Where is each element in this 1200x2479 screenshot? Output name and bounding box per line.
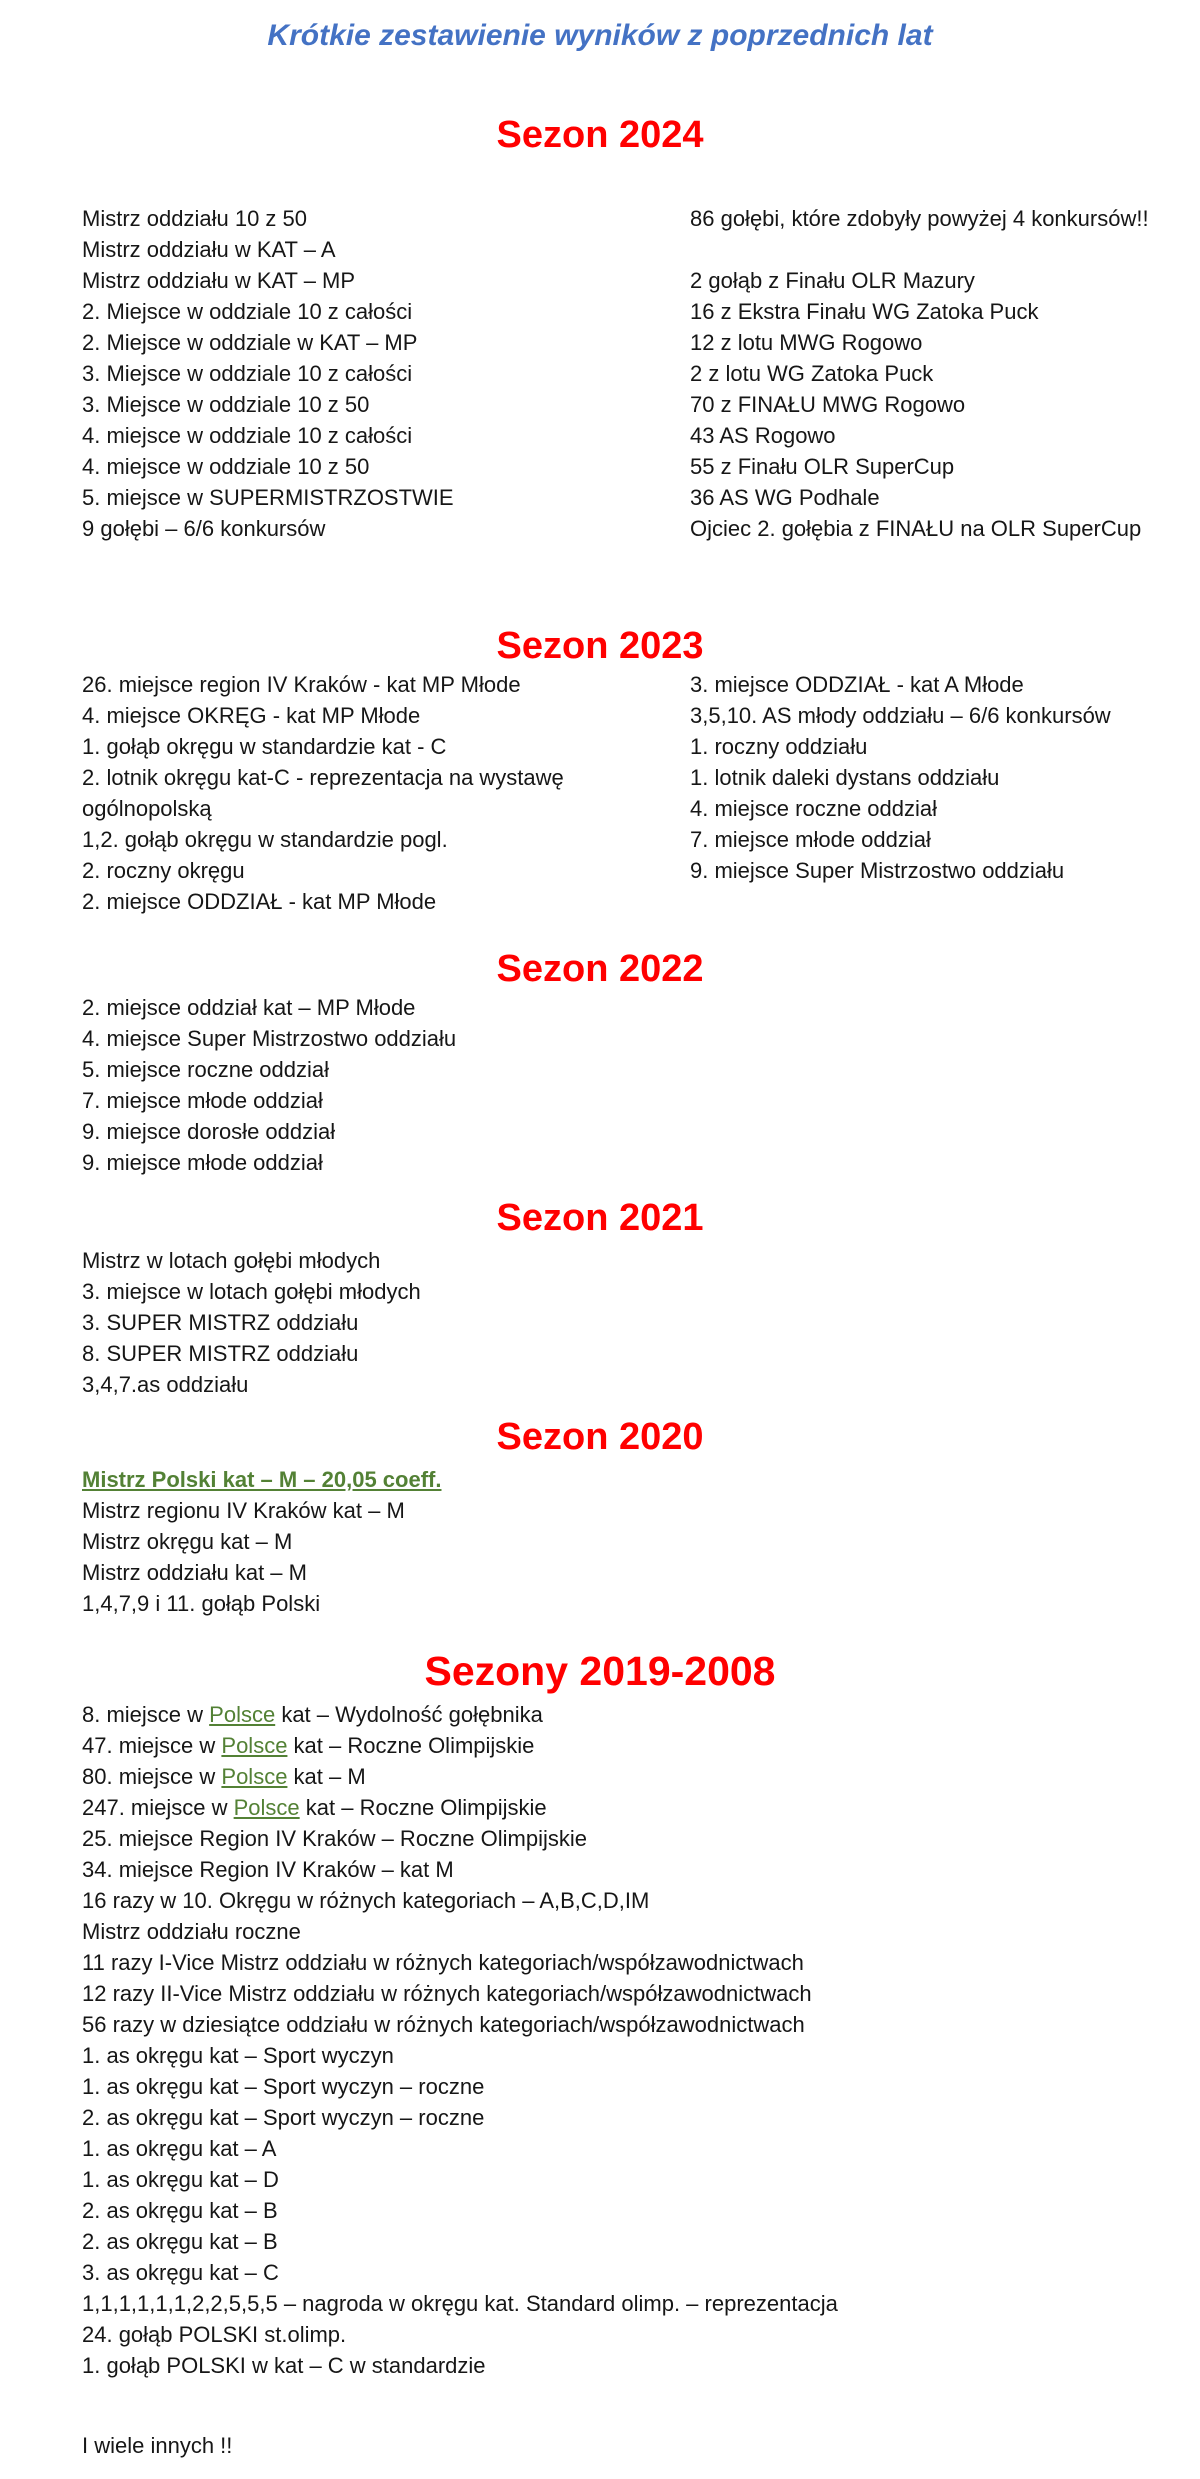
section-sezony-2019-2008 — [82, 1645, 1200, 2381]
result-line: 12 razy II-Vice Mistrz oddziału w różnych kategoriach/współzawodnictwach — [82, 1981, 812, 2006]
text-run: kat – Wydolność gołębnika — [275, 1702, 543, 1727]
result-list — [82, 669, 690, 917]
result-line: 9. miejsce Super Mistrzostwo oddziału — [690, 858, 1065, 883]
polsce-link[interactable]: Polsce — [221, 1733, 288, 1758]
result-line: Mistrz oddziału 10 z 50 — [82, 206, 307, 231]
result-line: 34. miejsce Region IV Kraków – kat M — [82, 1857, 454, 1882]
result-line: 1. gołąb okręgu w standardzie kat - C — [82, 734, 447, 759]
result-line: 5. miejsce w SUPERMISTRZOSTWIE — [82, 485, 454, 510]
result-line: 3,5,10. AS młody oddziału – 6/6 konkursów — [690, 703, 1111, 728]
result-line: 43 AS Rogowo — [690, 423, 836, 448]
two-column-results — [82, 669, 1200, 917]
result-line: 1. gołąb POLSKI w kat – C w standardzie — [82, 2353, 486, 2378]
result-line: Mistrz w lotach gołębi młodych — [82, 1248, 381, 1273]
result-line: 4. miejsce roczne oddział — [690, 796, 938, 821]
polsce-link[interactable]: Polsce — [209, 1702, 276, 1727]
result-line: 3. Miejsce w oddziale 10 z całości — [82, 361, 413, 386]
result-list — [82, 1464, 1200, 1619]
result-line: 36 AS WG Podhale — [690, 485, 880, 510]
result-line: 2. Miejsce w oddziale w KAT – MP — [82, 330, 418, 355]
result-list — [690, 669, 1200, 886]
result-line: 8. SUPER MISTRZ oddziału — [82, 1341, 359, 1366]
result-line: 3. miejsce w lotach gołębi młodych — [82, 1279, 421, 1304]
result-line: 3. miejsce ODDZIAŁ - kat A Młode — [690, 672, 1024, 697]
two-column-results — [82, 203, 1200, 544]
result-line: 3,4,7.as oddziału — [82, 1372, 249, 1397]
result-list — [690, 203, 1200, 544]
result-line: 1. as okręgu kat – Sport wyczyn – roczne — [82, 2074, 485, 2099]
result-line: 2. as okręgu kat – Sport wyczyn – roczne — [82, 2105, 485, 2130]
result-line: 1. lotnik daleki dystans oddziału — [690, 765, 1000, 790]
result-line: 7. miejsce młode oddział — [82, 1088, 323, 1113]
text-run: kat – Roczne Olimpijskie — [299, 1795, 547, 1820]
result-line: 4. miejsce w oddziale 10 z całości — [82, 423, 413, 448]
result-line: Mistrz oddziału roczne — [82, 1919, 301, 1944]
result-line: 1. as okręgu kat – D — [82, 2167, 279, 2192]
result-line — [82, 1730, 1200, 1761]
result-line: Mistrz okręgu kat – M — [82, 1529, 293, 1554]
result-line: 16 z Ekstra Finału WG Zatoka Puck — [690, 299, 1039, 324]
result-line: 2. roczny okręgu — [82, 858, 245, 883]
result-line — [82, 1761, 1200, 1792]
result-line: 2. as okręgu kat – B — [82, 2198, 278, 2223]
result-line: 55 z Finału OLR SuperCup — [690, 454, 955, 479]
result-line: 4. miejsce w oddziale 10 z 50 — [82, 454, 370, 479]
sections-container — [82, 112, 1200, 2381]
result-list — [82, 1699, 1200, 2381]
result-line: 1,2. gołąb okręgu w standardzie pogl. — [82, 827, 448, 852]
result-line: 3. SUPER MISTRZ oddziału — [82, 1310, 359, 1335]
result-list — [82, 203, 690, 544]
result-line: Mistrz oddziału w KAT – MP — [82, 268, 356, 293]
result-line: 2. Miejsce w oddziale 10 z całości — [82, 299, 413, 324]
result-line: 2 gołąb z Finału OLR Mazury — [690, 268, 975, 293]
mistrz-polski-link[interactable]: Mistrz Polski kat – M – 20,05 coeff. — [82, 1467, 442, 1492]
result-line: 9. miejsce dorosłe oddział — [82, 1119, 336, 1144]
result-line: 3. Miejsce w oddziale 10 z 50 — [82, 392, 370, 417]
section-sezon-2021 — [82, 1195, 1200, 1400]
result-line: 3. as okręgu kat – C — [82, 2260, 279, 2285]
result-line: 4. miejsce Super Mistrzostwo oddziału — [82, 1026, 457, 1051]
text-run: 80. miejsce w — [82, 1764, 222, 1789]
result-line: 2. lotnik okręgu kat-C - reprezentacja na wystawę ogólnopolską — [82, 765, 564, 821]
result-list — [82, 1245, 1200, 1400]
result-line: Mistrz regionu IV Kraków kat – M — [82, 1498, 405, 1523]
result-line: 2. miejsce oddział kat – MP Młode — [82, 995, 416, 1020]
section-sezon-2023 — [82, 623, 1200, 917]
section-sezon-2022 — [82, 946, 1200, 1178]
result-line: 9. miejsce młode oddział — [82, 1150, 323, 1175]
result-line: Mistrz oddziału kat – M — [82, 1560, 307, 1585]
footer-note: I wiele innych !! — [82, 2433, 233, 2458]
result-line — [82, 1699, 1200, 1730]
result-line: 5. miejsce roczne oddział — [82, 1057, 330, 1082]
result-line: 9 gołębi – 6/6 konkursów — [82, 516, 326, 541]
result-line: 7. miejsce młode oddział — [690, 827, 931, 852]
heading-sezon-2020: Sezon 2020 — [496, 1416, 704, 1458]
result-line: 2 z lotu WG Zatoka Puck — [690, 361, 934, 386]
section-sezon-2020 — [82, 1414, 1200, 1619]
section-sezon-2024 — [82, 112, 1200, 544]
result-line: 2. miejsce ODDZIAŁ - kat MP Młode — [82, 889, 437, 914]
heading-sezon-2021: Sezon 2021 — [496, 1197, 704, 1239]
result-line: 70 z FINAŁU MWG Rogowo — [690, 392, 966, 417]
result-line — [82, 1464, 1200, 1495]
result-line: 1. as okręgu kat – A — [82, 2136, 277, 2161]
heading-sezon-2024: Sezon 2024 — [496, 114, 704, 156]
heading-sezon-2022: Sezon 2022 — [496, 948, 704, 990]
polsce-link[interactable]: Polsce — [221, 1764, 288, 1789]
page-title: Krótkie zestawienie wyników z poprzednich lat — [267, 19, 933, 52]
text-run: kat – Roczne Olimpijskie — [287, 1733, 535, 1758]
text-run: 8. miejsce w — [82, 1702, 210, 1727]
result-line: 24. gołąb POLSKI st.olimp. — [82, 2322, 347, 2347]
result-line: Mistrz oddziału w KAT – A — [82, 237, 336, 262]
blank-line — [690, 234, 1200, 265]
polsce-link[interactable]: Polsce — [233, 1795, 300, 1820]
result-line: 1. roczny oddziału — [690, 734, 868, 759]
result-list — [82, 992, 1200, 1178]
result-line: 86 gołębi, które zdobyły powyżej 4 konkursów!! — [690, 206, 1149, 231]
result-line: 16 razy w 10. Okręgu w różnych kategoriach – A,B,C,D,IM — [82, 1888, 650, 1913]
text-run: 47. miejsce w — [82, 1733, 222, 1758]
result-line: 2. as okręgu kat – B — [82, 2229, 278, 2254]
result-line: 12 z lotu MWG Rogowo — [690, 330, 923, 355]
result-line — [82, 1792, 1200, 1823]
heading-sezony-2019-2008: Sezony 2019-2008 — [424, 1648, 776, 1694]
result-line: 25. miejsce Region IV Kraków – Roczne Olimpijskie — [82, 1826, 587, 1851]
result-line: Ojciec 2. gołębia z FINAŁU na OLR SuperCup — [690, 516, 1142, 541]
result-line: 11 razy I-Vice Mistrz oddziału w różnych kategoriach/współzawodnictwach — [82, 1950, 804, 1975]
result-line: 56 razy w dziesiątce oddziału w różnych kategoriach/współzawodnictwach — [82, 2012, 805, 2037]
text-run: kat – M — [287, 1764, 366, 1789]
result-line: 26. miejsce region IV Kraków - kat MP Młode — [82, 672, 521, 697]
result-line: 1. as okręgu kat – Sport wyczyn — [82, 2043, 394, 2068]
result-line: 1,4,7,9 i 11. gołąb Polski — [82, 1591, 321, 1616]
heading-sezon-2023: Sezon 2023 — [496, 625, 704, 667]
result-line: 4. miejsce OKRĘG - kat MP Młode — [82, 703, 421, 728]
text-run: 247. miejsce w — [82, 1795, 234, 1820]
result-line: 1,1,1,1,1,1,2,2,5,5,5 – nagroda w okręgu kat. Standard olimp. – reprezentacja — [82, 2291, 838, 2316]
